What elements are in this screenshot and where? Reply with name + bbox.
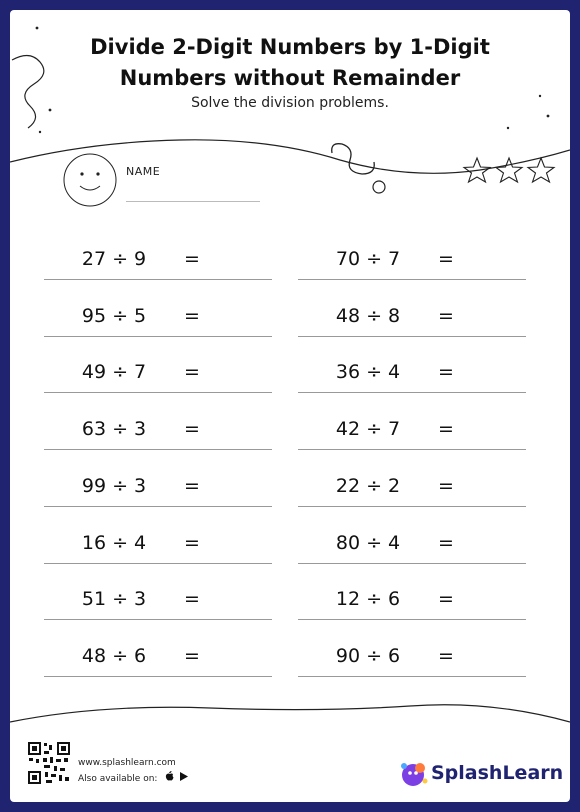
equals-sign: = (184, 305, 200, 327)
answer-line[interactable] (298, 336, 526, 337)
division-expression: 51 ÷ 3 (81, 588, 147, 610)
equals-sign: = (184, 588, 200, 610)
title-line-1: Divide 2-Digit Numbers by 1-Digit (90, 35, 490, 59)
brand-name: SplashLearn (431, 762, 564, 784)
worksheet-page (10, 10, 570, 802)
play-store-icon (180, 772, 188, 781)
answer-line[interactable] (44, 506, 272, 507)
qr-code-icon[interactable] (27, 741, 71, 785)
equals-sign: = (438, 645, 454, 667)
equals-sign: = (438, 305, 454, 327)
title-line-2: Numbers without Remainder (119, 66, 461, 90)
name-field-line[interactable] (126, 201, 260, 202)
equals-sign: = (184, 418, 200, 440)
answer-line[interactable] (44, 619, 272, 620)
division-expression: 27 ÷ 9 (81, 248, 147, 270)
answer-line[interactable] (298, 506, 526, 507)
division-expression: 48 ÷ 8 (335, 305, 401, 327)
answer-line[interactable] (298, 676, 526, 677)
answer-line[interactable] (44, 392, 272, 393)
answer-line[interactable] (298, 392, 526, 393)
answer-line[interactable] (44, 279, 272, 280)
division-expression: 99 ÷ 3 (81, 475, 147, 497)
answer-line[interactable] (44, 563, 272, 564)
smiley-face-icon (64, 154, 116, 206)
website-link[interactable]: www.splashlearn.com (78, 758, 176, 768)
division-expression: 90 ÷ 6 (335, 645, 401, 667)
equals-sign: = (438, 418, 454, 440)
division-expression: 42 ÷ 7 (335, 418, 401, 440)
equals-sign: = (184, 532, 200, 554)
star-icon (496, 158, 522, 182)
decorative-background (10, 10, 570, 802)
division-expression: 80 ÷ 4 (335, 532, 401, 554)
apple-icon (166, 771, 174, 781)
splashlearn-logo-icon[interactable] (398, 759, 430, 789)
answer-line[interactable] (298, 619, 526, 620)
division-expression: 95 ÷ 5 (81, 305, 147, 327)
equals-sign: = (184, 248, 200, 270)
division-expression: 16 ÷ 4 (81, 532, 147, 554)
equals-sign: = (184, 475, 200, 497)
equals-sign: = (184, 645, 200, 667)
answer-line[interactable] (44, 449, 272, 450)
footer-wave-line (10, 705, 570, 722)
equals-sign: = (438, 248, 454, 270)
division-expression: 22 ÷ 2 (335, 475, 401, 497)
answer-line[interactable] (298, 449, 526, 450)
division-expression: 48 ÷ 6 (81, 645, 147, 667)
equals-sign: = (184, 361, 200, 383)
instructions: Solve the division problems. (191, 95, 389, 111)
equals-sign: = (438, 588, 454, 610)
division-expression: 70 ÷ 7 (335, 248, 401, 270)
answer-line[interactable] (44, 676, 272, 677)
equals-sign: = (438, 475, 454, 497)
answer-line[interactable] (298, 563, 526, 564)
name-label: NAME (126, 165, 161, 178)
answer-line[interactable] (298, 279, 526, 280)
worksheet-title (10, 32, 570, 94)
app-store-icons (164, 770, 194, 782)
header-wave-line (10, 140, 570, 174)
answer-line[interactable] (44, 336, 272, 337)
division-expression: 63 ÷ 3 (81, 418, 147, 440)
small-circle-decoration (373, 181, 385, 193)
equals-sign: = (438, 361, 454, 383)
division-expression: 36 ÷ 4 (335, 361, 401, 383)
star-icon (528, 158, 554, 182)
available-on-label: Also available on: (78, 774, 158, 784)
equals-sign: = (438, 532, 454, 554)
division-expression: 12 ÷ 6 (335, 588, 401, 610)
division-expression: 49 ÷ 7 (81, 361, 147, 383)
